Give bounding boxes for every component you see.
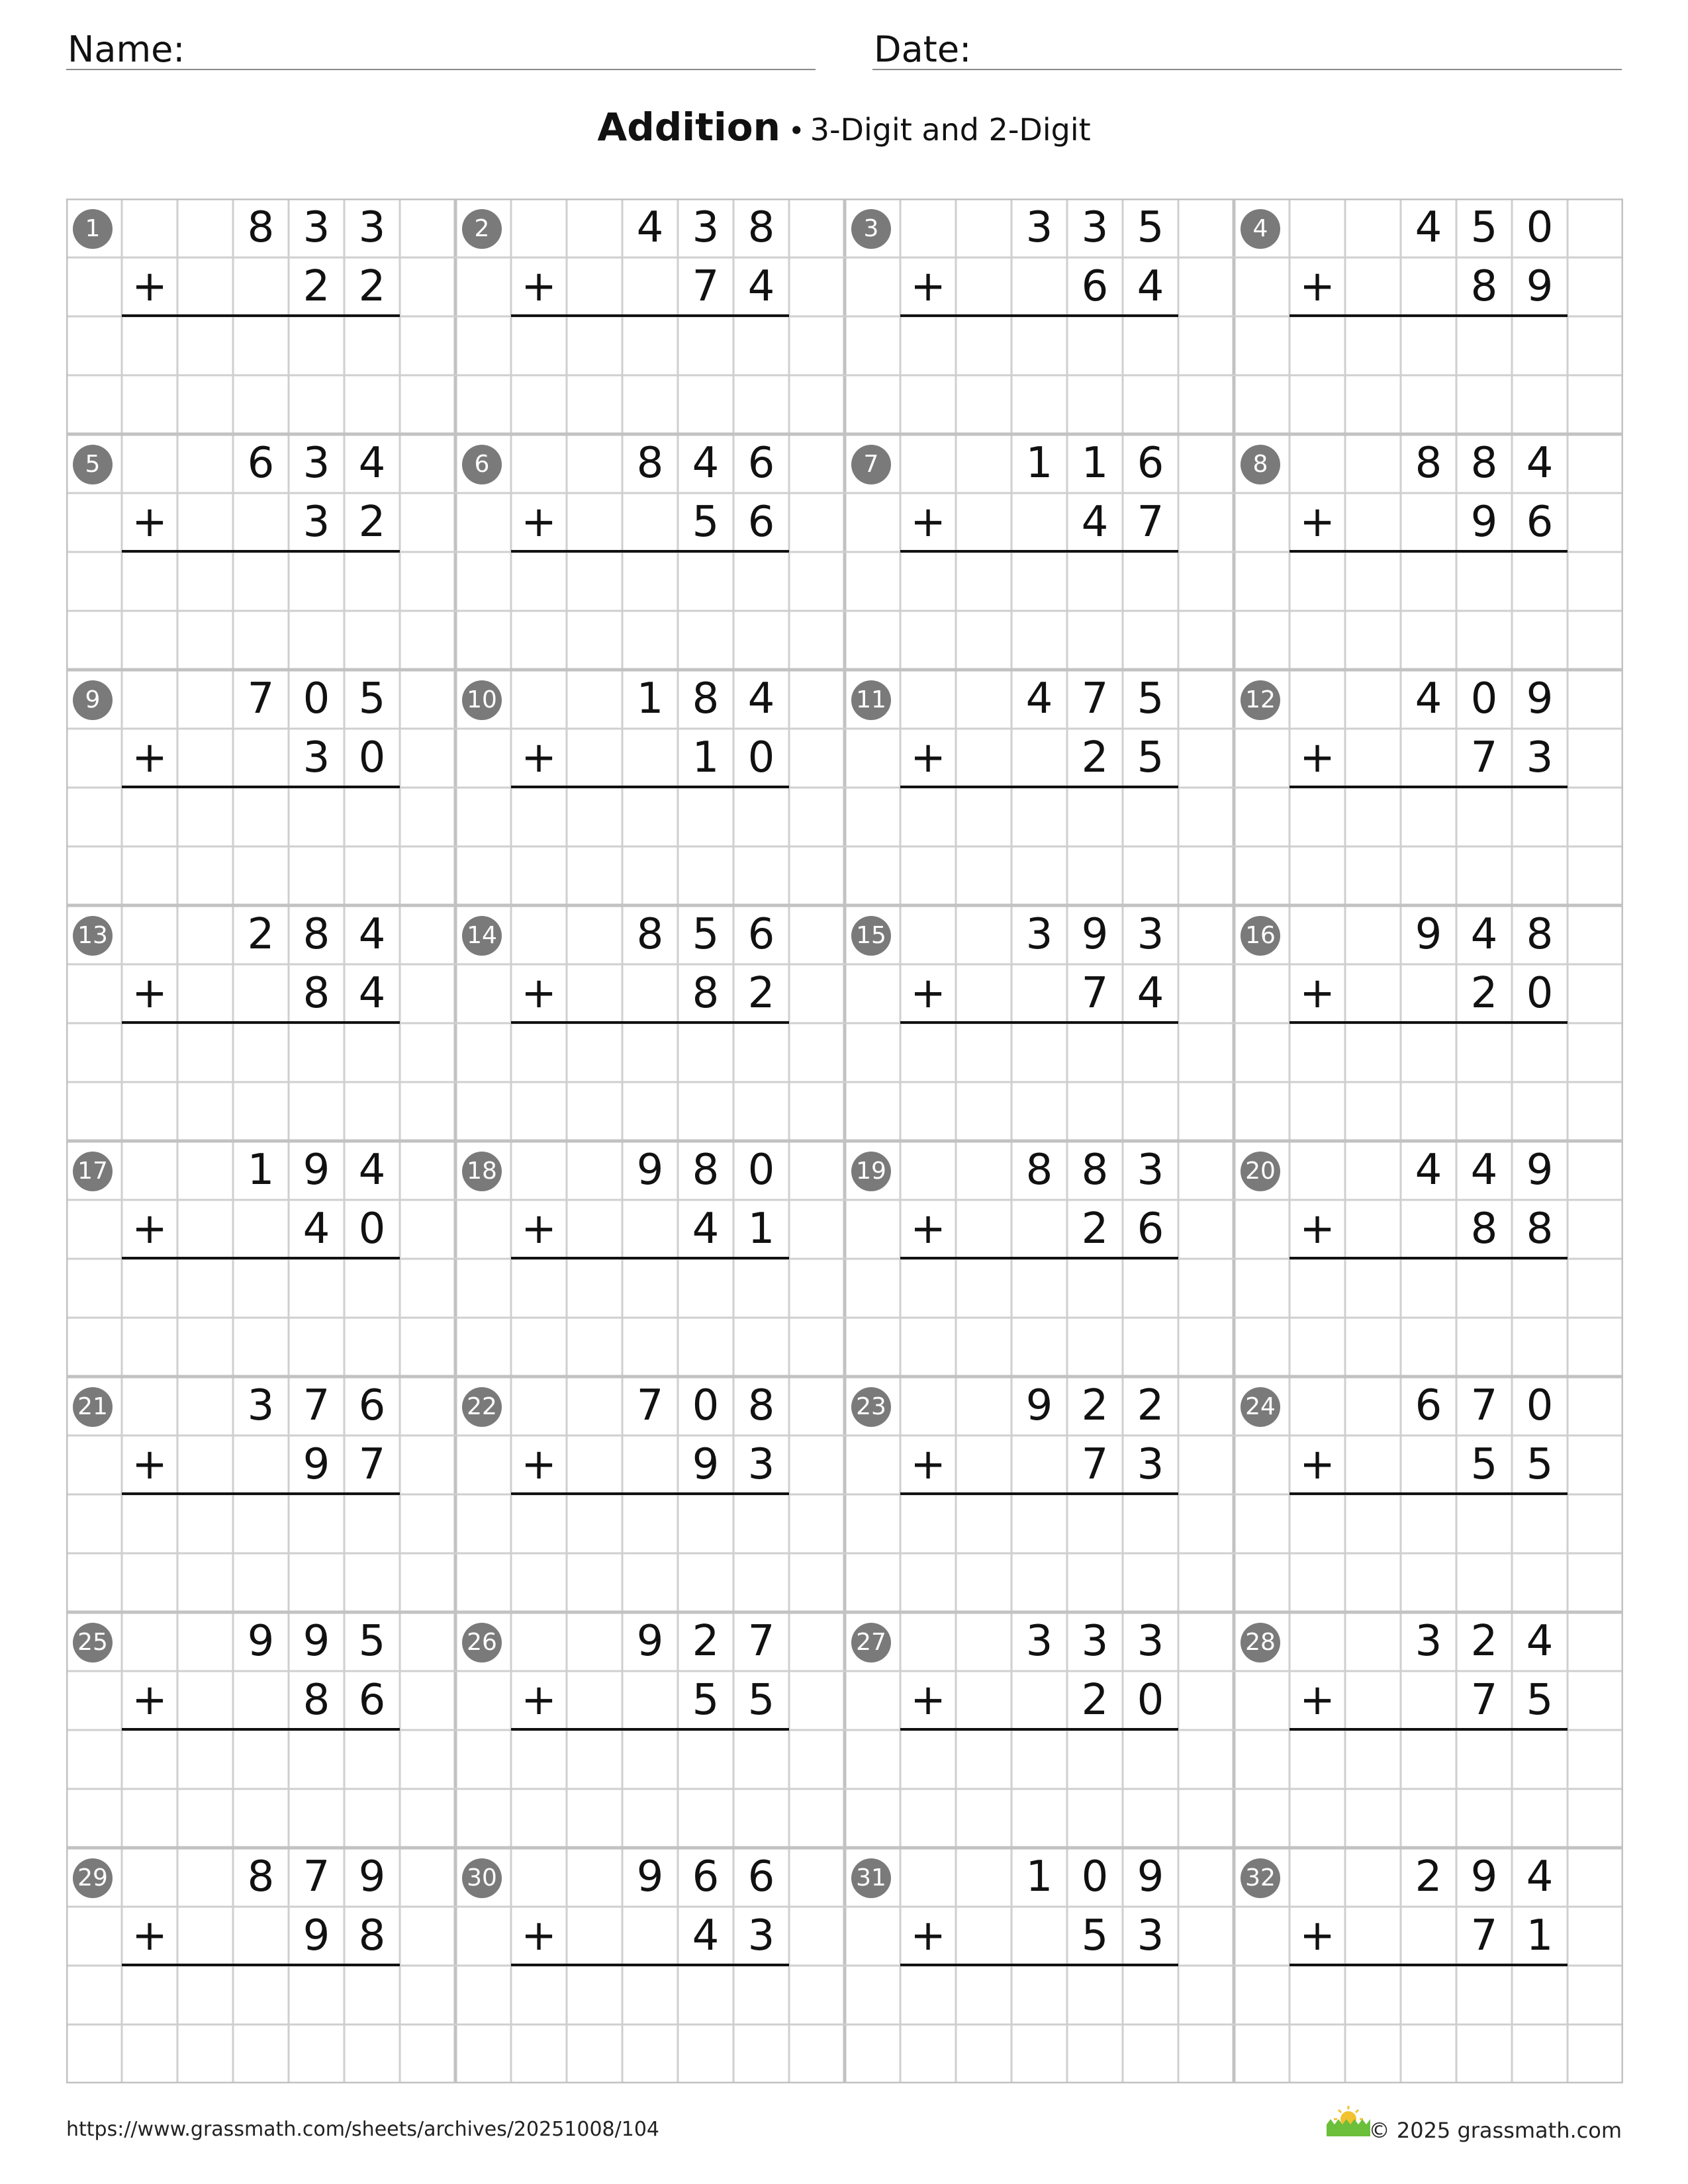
bottom-digit: 0 [1137, 1676, 1164, 1725]
problem-9 [66, 670, 455, 905]
plus-sign: + [910, 1911, 946, 1960]
problem-number-badge: 12 [1241, 680, 1280, 720]
problem-number-badge: 29 [73, 1858, 113, 1898]
top-digit: 0 [1526, 1381, 1554, 1430]
problem-21 [66, 1377, 455, 1612]
top-digit: 3 [1025, 203, 1053, 252]
problem-11 [845, 670, 1234, 905]
bottom-digit: 8 [303, 1676, 330, 1725]
date-label: Date: [874, 28, 972, 70]
bottom-digit: 2 [1081, 1676, 1109, 1725]
problem-number-badge: 2 [462, 209, 502, 249]
problem-7 [845, 434, 1234, 670]
top-digit: 8 [1025, 1146, 1053, 1195]
plus-sign: + [132, 262, 167, 311]
plus-sign: + [1299, 969, 1335, 1018]
problem-18 [455, 1141, 845, 1377]
problem-25 [66, 1612, 455, 1848]
top-digit: 0 [1470, 674, 1498, 723]
top-digit: 6 [247, 439, 275, 488]
problem-29 [66, 1848, 455, 2083]
top-digit: 1 [247, 1146, 275, 1195]
top-digit: 0 [1081, 1852, 1109, 1901]
bottom-digit: 5 [747, 1676, 775, 1725]
problem-31 [845, 1848, 1234, 2083]
sum-line [900, 1728, 1178, 1731]
top-digit: 8 [747, 1381, 775, 1430]
grass-sun-logo-icon [1325, 2105, 1372, 2138]
problem-8 [1234, 434, 1623, 670]
problem-number-badge: 20 [1241, 1152, 1280, 1191]
top-digit: 2 [1470, 1617, 1498, 1666]
top-digit: 7 [636, 1381, 664, 1430]
plus-sign: + [132, 1676, 167, 1725]
bottom-digit: 3 [747, 1911, 775, 1960]
top-digit: 9 [636, 1852, 664, 1901]
plus-sign: + [1299, 1676, 1335, 1725]
problem-12 [1234, 670, 1623, 905]
title-main: Addition [597, 105, 780, 150]
problem-1 [66, 199, 455, 434]
problem-2 [455, 199, 845, 434]
top-digit: 9 [247, 1617, 275, 1666]
sum-line [1289, 1964, 1568, 1966]
bottom-digit: 7 [358, 1440, 386, 1489]
problem-13 [66, 905, 455, 1141]
top-digit: 8 [303, 910, 330, 959]
title-subtitle: 3-Digit and 2-Digit [810, 112, 1091, 148]
sum-line [511, 550, 789, 553]
problem-number-badge: 27 [851, 1623, 891, 1662]
plus-sign: + [521, 498, 557, 547]
bottom-digit: 8 [1526, 1205, 1554, 1253]
bottom-digit: 0 [358, 1205, 386, 1253]
plus-sign: + [521, 1676, 557, 1725]
problem-number-badge: 32 [1241, 1858, 1280, 1898]
problem-22 [455, 1377, 845, 1612]
top-digit: 9 [1137, 1852, 1164, 1901]
top-digit: 7 [1081, 674, 1109, 723]
bottom-digit: 2 [1470, 969, 1498, 1018]
bottom-digit: 1 [747, 1205, 775, 1253]
problem-number-badge: 3 [851, 209, 891, 249]
top-digit: 9 [1470, 1852, 1498, 1901]
top-digit: 8 [1081, 1146, 1109, 1195]
date-field[interactable] [872, 25, 1622, 70]
top-digit: 3 [1137, 910, 1164, 959]
bottom-digit: 1 [1526, 1911, 1554, 1960]
top-digit: 1 [1025, 1852, 1053, 1901]
top-digit: 4 [1415, 674, 1442, 723]
top-digit: 3 [1025, 1617, 1053, 1666]
problem-10 [455, 670, 845, 905]
bottom-digit: 0 [358, 733, 386, 782]
top-digit: 3 [303, 203, 330, 252]
top-digit: 3 [1137, 1617, 1164, 1666]
top-digit: 5 [692, 910, 720, 959]
problem-number-badge: 8 [1241, 445, 1280, 484]
problem-number-badge: 22 [462, 1387, 502, 1427]
bottom-digit: 9 [1526, 262, 1554, 311]
top-digit: 5 [1470, 203, 1498, 252]
sum-line [122, 550, 400, 553]
name-label: Name: [68, 28, 185, 70]
problem-28 [1234, 1612, 1623, 1848]
top-digit: 9 [303, 1617, 330, 1666]
sum-line [511, 1492, 789, 1495]
problem-number-badge: 9 [73, 680, 113, 720]
problem-14 [455, 905, 845, 1141]
bottom-digit: 4 [1081, 498, 1109, 547]
plus-sign: + [132, 1911, 167, 1960]
top-digit: 8 [247, 203, 275, 252]
problem-19 [845, 1141, 1234, 1377]
top-digit: 8 [247, 1852, 275, 1901]
title-separator: • [788, 114, 805, 147]
sum-line [1289, 1492, 1568, 1495]
sum-line [1289, 786, 1568, 788]
top-digit: 5 [1137, 674, 1164, 723]
problem-number-badge: 21 [73, 1387, 113, 1427]
top-digit: 4 [1415, 203, 1442, 252]
bottom-digit: 5 [1526, 1676, 1554, 1725]
bottom-digit: 7 [1470, 733, 1498, 782]
bottom-digit: 9 [692, 1440, 720, 1489]
top-digit: 8 [1470, 439, 1498, 488]
top-digit: 2 [1415, 1852, 1442, 1901]
plus-sign: + [1299, 1440, 1335, 1489]
problem-number-badge: 19 [851, 1152, 891, 1191]
sum-line [511, 1728, 789, 1731]
sum-line [900, 1021, 1178, 1024]
bottom-digit: 7 [692, 262, 720, 311]
top-digit: 7 [1470, 1381, 1498, 1430]
top-digit: 5 [1137, 203, 1164, 252]
problem-number-badge: 5 [73, 445, 113, 484]
plus-sign: + [910, 498, 946, 547]
top-digit: 9 [636, 1617, 664, 1666]
problem-number-badge: 7 [851, 445, 891, 484]
bottom-digit: 8 [1470, 262, 1498, 311]
sum-line [511, 1964, 789, 1966]
top-digit: 8 [692, 1146, 720, 1195]
sum-line [900, 786, 1178, 788]
top-digit: 1 [1081, 439, 1109, 488]
footer-copyright: © 2025 grassmath.com [1368, 2118, 1622, 2143]
top-digit: 9 [1081, 910, 1109, 959]
bottom-digit: 7 [1081, 969, 1109, 1018]
bottom-digit: 2 [358, 498, 386, 547]
top-digit: 0 [747, 1146, 775, 1195]
top-digit: 9 [636, 1146, 664, 1195]
top-digit: 4 [358, 910, 386, 959]
bottom-digit: 5 [1137, 733, 1164, 782]
bottom-digit: 7 [1137, 498, 1164, 547]
top-digit: 4 [1025, 674, 1053, 723]
bottom-digit: 2 [303, 262, 330, 311]
top-digit: 7 [303, 1852, 330, 1901]
bottom-digit: 3 [1137, 1911, 1164, 1960]
top-digit: 4 [1526, 1617, 1554, 1666]
sum-line [511, 786, 789, 788]
plus-sign: + [132, 498, 167, 547]
plus-sign: + [132, 969, 167, 1018]
top-digit: 1 [636, 674, 664, 723]
sum-line [1289, 314, 1568, 317]
plus-sign: + [1299, 1205, 1335, 1253]
name-field[interactable] [66, 25, 816, 70]
sum-line [122, 1021, 400, 1024]
problem-number-badge: 15 [851, 916, 891, 956]
top-digit: 6 [747, 439, 775, 488]
bottom-digit: 7 [1081, 1440, 1109, 1489]
top-digit: 7 [247, 674, 275, 723]
worksheet-title [0, 105, 1688, 151]
sum-line [122, 786, 400, 788]
top-digit: 3 [1081, 1617, 1109, 1666]
problem-23 [845, 1377, 1234, 1612]
bottom-digit: 9 [303, 1440, 330, 1489]
problem-26 [455, 1612, 845, 1848]
problem-6 [455, 434, 845, 670]
sum-line [1289, 550, 1568, 553]
problem-20 [1234, 1141, 1623, 1377]
problem-24 [1234, 1377, 1623, 1612]
problem-number-badge: 4 [1241, 209, 1280, 249]
sum-line [122, 1728, 400, 1731]
top-digit: 3 [247, 1381, 275, 1430]
plus-sign: + [1299, 1911, 1335, 1960]
bottom-digit: 4 [1137, 262, 1164, 311]
top-digit: 8 [636, 910, 664, 959]
plus-sign: + [910, 1205, 946, 1253]
bottom-digit: 1 [692, 733, 720, 782]
bottom-digit: 4 [1137, 969, 1164, 1018]
bottom-digit: 0 [747, 733, 775, 782]
top-digit: 9 [358, 1852, 386, 1901]
top-digit: 3 [1025, 910, 1053, 959]
plus-sign: + [910, 969, 946, 1018]
bottom-digit: 6 [358, 1676, 386, 1725]
plus-sign: + [521, 1205, 557, 1253]
sum-line [1289, 1021, 1568, 1024]
sum-line [122, 1964, 400, 1966]
sum-line [122, 1257, 400, 1259]
top-digit: 3 [692, 203, 720, 252]
top-digit: 4 [747, 674, 775, 723]
top-digit: 5 [358, 674, 386, 723]
plus-sign: + [521, 1440, 557, 1489]
problem-number-badge: 17 [73, 1152, 113, 1191]
top-digit: 2 [1137, 1381, 1164, 1430]
top-digit: 4 [1470, 1146, 1498, 1195]
top-digit: 6 [692, 1852, 720, 1901]
top-digit: 1 [1025, 439, 1053, 488]
top-digit: 8 [692, 674, 720, 723]
top-digit: 2 [692, 1617, 720, 1666]
sum-line [900, 1492, 1178, 1495]
bottom-digit: 8 [358, 1911, 386, 1960]
problem-5 [66, 434, 455, 670]
top-digit: 3 [303, 439, 330, 488]
sum-line [511, 1021, 789, 1024]
bottom-digit: 2 [358, 262, 386, 311]
bottom-digit: 2 [1081, 1205, 1109, 1253]
problem-30 [455, 1848, 845, 2083]
top-digit: 4 [1526, 439, 1554, 488]
sum-line [900, 314, 1178, 317]
top-digit: 4 [1415, 1146, 1442, 1195]
problem-number-badge: 1 [73, 209, 113, 249]
problem-17 [66, 1141, 455, 1377]
problem-number-badge: 6 [462, 445, 502, 484]
bottom-digit: 2 [1081, 733, 1109, 782]
top-digit: 9 [1526, 1146, 1554, 1195]
footer-url: https://www.grassmath.com/sheets/archives/20251008/104 [66, 2118, 660, 2141]
sum-line [122, 1492, 400, 1495]
problem-number-badge: 13 [73, 916, 113, 956]
bottom-digit: 4 [692, 1205, 720, 1253]
bottom-digit: 6 [1081, 262, 1109, 311]
problem-number-badge: 23 [851, 1387, 891, 1427]
plus-sign: + [910, 1440, 946, 1489]
top-digit: 9 [1415, 910, 1442, 959]
sum-line [1289, 1257, 1568, 1259]
plus-sign: + [521, 262, 557, 311]
bottom-digit: 3 [1137, 1440, 1164, 1489]
plus-sign: + [132, 1440, 167, 1489]
problem-number-badge: 14 [462, 916, 502, 956]
top-digit: 4 [358, 1146, 386, 1195]
bottom-digit: 6 [1526, 498, 1554, 547]
bottom-digit: 6 [1137, 1205, 1164, 1253]
bottom-digit: 8 [692, 969, 720, 1018]
top-digit: 4 [1470, 910, 1498, 959]
bottom-digit: 5 [1470, 1440, 1498, 1489]
sum-line [511, 1257, 789, 1259]
top-digit: 8 [1526, 910, 1554, 959]
bottom-digit: 4 [358, 969, 386, 1018]
bottom-digit: 5 [1081, 1911, 1109, 1960]
problem-number-badge: 18 [462, 1152, 502, 1191]
sum-line [122, 314, 400, 317]
top-digit: 9 [303, 1146, 330, 1195]
top-digit: 4 [692, 439, 720, 488]
bottom-digit: 9 [303, 1911, 330, 1960]
problem-number-badge: 25 [73, 1623, 113, 1662]
plus-sign: + [1299, 262, 1335, 311]
problem-number-badge: 28 [1241, 1623, 1280, 1662]
problem-number-badge: 31 [851, 1858, 891, 1898]
bottom-digit: 3 [303, 733, 330, 782]
top-digit: 6 [1415, 1381, 1442, 1430]
sum-line [511, 314, 789, 317]
plus-sign: + [132, 733, 167, 782]
problem-number-badge: 24 [1241, 1387, 1280, 1427]
sum-line [900, 1257, 1178, 1259]
bottom-digit: 5 [692, 1676, 720, 1725]
plus-sign: + [521, 733, 557, 782]
sum-line [900, 1964, 1178, 1966]
problem-3 [845, 199, 1234, 434]
plus-sign: + [521, 969, 557, 1018]
top-digit: 7 [303, 1381, 330, 1430]
sum-line [900, 550, 1178, 553]
bottom-digit: 7 [1470, 1911, 1498, 1960]
top-digit: 9 [1025, 1381, 1053, 1430]
problem-number-badge: 11 [851, 680, 891, 720]
bottom-digit: 3 [1526, 733, 1554, 782]
top-digit: 6 [747, 910, 775, 959]
bottom-digit: 3 [747, 1440, 775, 1489]
bottom-digit: 8 [1470, 1205, 1498, 1253]
plus-sign: + [910, 733, 946, 782]
top-digit: 9 [1526, 674, 1554, 723]
bottom-digit: 0 [1526, 969, 1554, 1018]
bottom-digit: 7 [1470, 1676, 1498, 1725]
problem-15 [845, 905, 1234, 1141]
plus-sign: + [1299, 733, 1335, 782]
bottom-digit: 6 [747, 498, 775, 547]
problem-4 [1234, 199, 1623, 434]
bottom-digit: 9 [1470, 498, 1498, 547]
plus-sign: + [521, 1911, 557, 1960]
problem-number-badge: 26 [462, 1623, 502, 1662]
bottom-digit: 4 [303, 1205, 330, 1253]
top-digit: 0 [1526, 203, 1554, 252]
top-digit: 0 [692, 1381, 720, 1430]
top-digit: 8 [636, 439, 664, 488]
plus-sign: + [910, 262, 946, 311]
problem-16 [1234, 905, 1623, 1141]
top-digit: 6 [1137, 439, 1164, 488]
plus-sign: + [910, 1676, 946, 1725]
problem-number-badge: 16 [1241, 916, 1280, 956]
sum-line [1289, 1728, 1568, 1731]
top-digit: 3 [1415, 1617, 1442, 1666]
top-digit: 3 [358, 203, 386, 252]
top-digit: 5 [358, 1617, 386, 1666]
top-digit: 4 [358, 439, 386, 488]
top-digit: 2 [1081, 1381, 1109, 1430]
top-digit: 3 [1137, 1146, 1164, 1195]
top-digit: 0 [303, 674, 330, 723]
problem-27 [845, 1612, 1234, 1848]
top-digit: 7 [747, 1617, 775, 1666]
top-digit: 2 [247, 910, 275, 959]
bottom-digit: 5 [692, 498, 720, 547]
bottom-digit: 5 [1526, 1440, 1554, 1489]
top-digit: 8 [1415, 439, 1442, 488]
plus-sign: + [1299, 498, 1335, 547]
bottom-digit: 4 [692, 1911, 720, 1960]
problem-32 [1234, 1848, 1623, 2083]
plus-sign: + [132, 1205, 167, 1253]
top-digit: 4 [1526, 1852, 1554, 1901]
top-digit: 6 [747, 1852, 775, 1901]
bottom-digit: 3 [303, 498, 330, 547]
bottom-digit: 8 [303, 969, 330, 1018]
top-digit: 4 [636, 203, 664, 252]
bottom-digit: 4 [747, 262, 775, 311]
bottom-digit: 2 [747, 969, 775, 1018]
top-digit: 6 [358, 1381, 386, 1430]
top-digit: 3 [1081, 203, 1109, 252]
problem-number-badge: 30 [462, 1858, 502, 1898]
problem-number-badge: 10 [462, 680, 502, 720]
top-digit: 8 [747, 203, 775, 252]
